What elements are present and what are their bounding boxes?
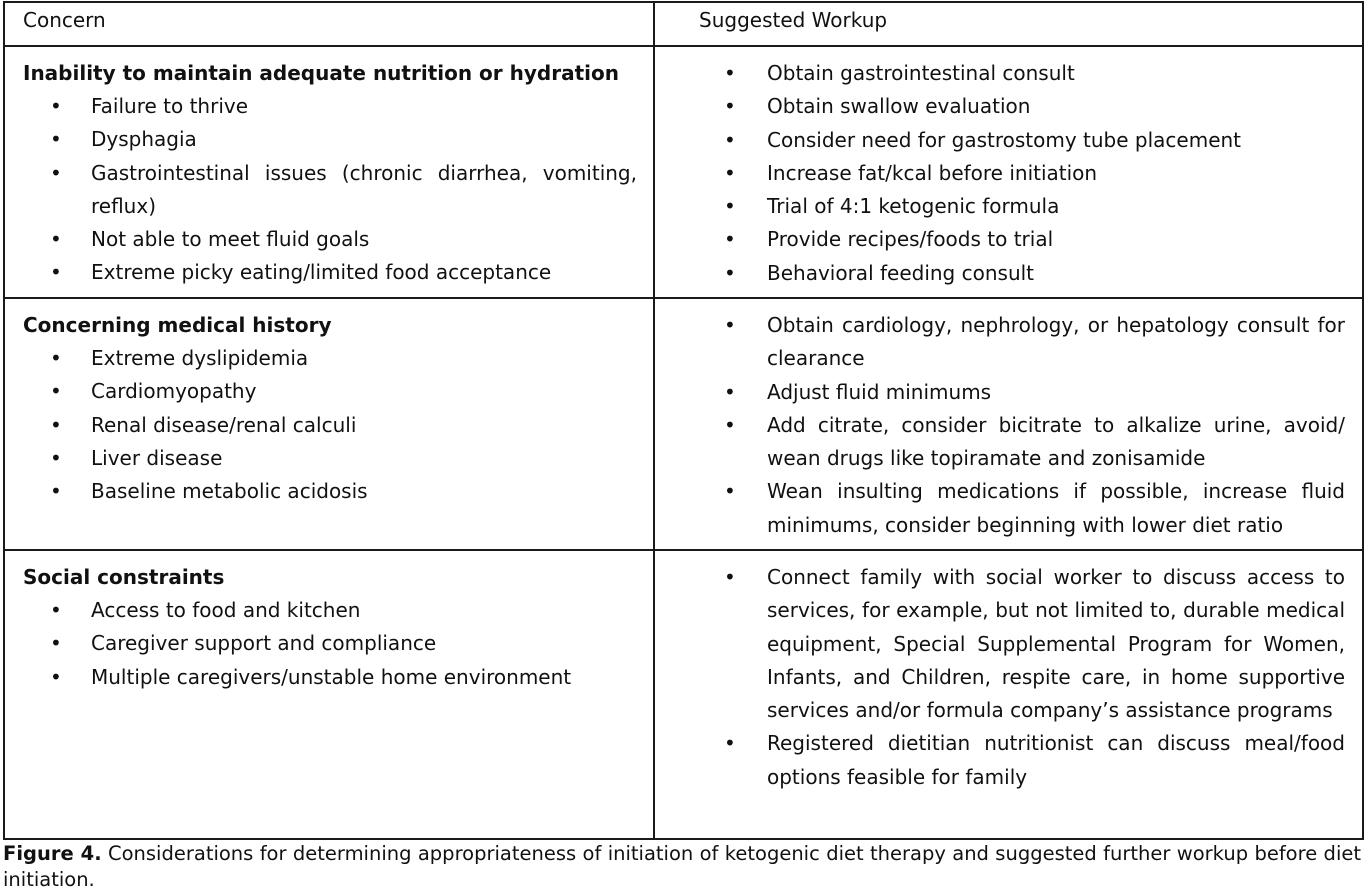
workup-cell xyxy=(654,550,1363,839)
bullet-icon: • xyxy=(724,127,736,152)
list-item-text: Provide recipes/foods to trial xyxy=(767,227,1054,252)
bullet-icon: • xyxy=(50,346,62,370)
list-item-text: Obtain gastrointestinal consult xyxy=(767,61,1075,85)
list-item xyxy=(23,342,637,375)
concern-cell xyxy=(4,550,654,839)
list-item-text: Caregiver support and compliance xyxy=(91,631,437,656)
bullet-icon: • xyxy=(724,94,736,119)
list-item xyxy=(23,123,637,156)
figure-caption xyxy=(3,841,1361,893)
concern-list xyxy=(23,594,637,694)
bullet-icon: • xyxy=(724,194,736,219)
bullet-icon: • xyxy=(724,313,736,337)
list-item-text: Not able to meet fluid goals xyxy=(91,227,370,252)
list-item xyxy=(23,475,637,508)
bullet-icon: • xyxy=(50,227,62,252)
workup-list xyxy=(655,309,1345,542)
list-item xyxy=(655,57,1345,90)
bullet-icon: • xyxy=(50,631,62,656)
bullet-icon: • xyxy=(50,412,62,437)
list-item-text: Connect family with social worker to discuss access to services, for example, but not limited to, durable medical equipment, Special Supplemental Program for Women, Infants, and Children, respite care, in home supportive services and/or formula company’s assistance programs xyxy=(767,565,1345,723)
table-header-row xyxy=(4,2,1363,46)
concern-title: Concerning medical history xyxy=(23,313,332,337)
column-header-concern: Concern xyxy=(23,8,106,32)
list-item-text: Cardiomyopathy xyxy=(91,379,257,404)
concern-title: Social constraints xyxy=(23,565,225,589)
bullet-icon: • xyxy=(50,160,62,185)
list-item xyxy=(655,124,1345,157)
concern-cell xyxy=(4,298,654,550)
table-row xyxy=(4,46,1363,298)
list-item xyxy=(655,223,1345,256)
list-item-text: Add citrate, consider bicitrate to alkalize urine, avoid/ wean drugs like topiramate and zonisamide xyxy=(767,412,1345,471)
list-item xyxy=(655,157,1345,190)
list-item xyxy=(655,561,1345,727)
list-item-text: Consider need for gastrostomy tube placement xyxy=(767,127,1242,152)
concern-list xyxy=(23,90,637,290)
list-item-text: Obtain swallow evaluation xyxy=(767,94,1031,119)
bullet-icon: • xyxy=(50,664,62,689)
concern-cell xyxy=(4,46,654,298)
bullet-icon: • xyxy=(724,479,736,504)
bullet-icon: • xyxy=(50,127,62,152)
list-item xyxy=(23,256,637,289)
list-item xyxy=(23,157,637,224)
bullet-icon: • xyxy=(724,412,736,437)
list-item xyxy=(655,90,1345,123)
list-item xyxy=(655,257,1345,290)
list-item-text: Adjust fluid minimums xyxy=(767,379,992,404)
list-item-text: Access to food and kitchen xyxy=(91,598,361,622)
list-item-text: Increase fat/kcal before initiation xyxy=(767,160,1098,185)
list-item xyxy=(23,627,637,660)
bullet-icon: • xyxy=(50,260,62,285)
caption-text: Considerations for determining appropriateness of initiation of ketogenic diet therapy and suggested further workup before diet initiation. xyxy=(3,842,1361,891)
bullet-icon: • xyxy=(724,260,736,285)
considerations-table xyxy=(3,1,1364,840)
list-item xyxy=(23,223,637,256)
list-item xyxy=(23,90,637,123)
list-item xyxy=(23,661,637,694)
list-item xyxy=(655,376,1345,409)
table-row xyxy=(4,298,1363,550)
bullet-icon: • xyxy=(724,61,736,85)
list-item xyxy=(23,375,637,408)
concern-list xyxy=(23,342,637,508)
bullet-icon: • xyxy=(724,160,736,185)
figure-label: Figure 4. xyxy=(3,842,102,865)
list-item-text: Wean insulting medications if possible, increase fluid minimums, consider beginning with lower diet ratio xyxy=(767,479,1345,537)
list-item-text: Dysphagia xyxy=(91,127,197,152)
list-item-text: Behavioral feeding consult xyxy=(767,260,1035,285)
list-item-text: Failure to thrive xyxy=(91,94,249,118)
header-cell-concern xyxy=(4,2,654,46)
list-item xyxy=(655,409,1345,476)
workup-list xyxy=(655,57,1345,290)
list-item xyxy=(23,594,637,627)
list-item-text: Gastrointestinal issues (chronic diarrhea, vomiting, reflux) xyxy=(91,160,637,218)
list-item-text: Extreme dyslipidemia xyxy=(91,346,309,370)
list-item-text: Extreme picky eating/limited food acceptance xyxy=(91,260,552,285)
list-item xyxy=(655,190,1345,223)
bullet-icon: • xyxy=(724,227,736,252)
bullet-icon: • xyxy=(724,731,736,756)
header-cell-workup xyxy=(654,2,1363,46)
bullet-icon: • xyxy=(50,445,62,470)
list-item xyxy=(655,475,1345,542)
bullet-icon: • xyxy=(50,598,62,622)
list-item-text: Obtain cardiology, nephrology, or hepatology consult for clearance xyxy=(767,313,1345,371)
list-item xyxy=(655,727,1345,794)
list-item-text: Trial of 4:1 ketogenic formula xyxy=(767,194,1060,219)
workup-cell xyxy=(654,298,1363,550)
list-item xyxy=(655,309,1345,376)
bullet-icon: • xyxy=(50,379,62,404)
workup-list xyxy=(655,561,1345,794)
list-item xyxy=(23,409,637,442)
list-item-text: Baseline metabolic acidosis xyxy=(91,479,368,504)
list-item xyxy=(23,442,637,475)
table-row xyxy=(4,550,1363,839)
bullet-icon: • xyxy=(50,94,62,118)
concern-title: Inability to maintain adequate nutrition or hydration xyxy=(23,61,619,85)
column-header-workup: Suggested Workup xyxy=(699,8,888,32)
workup-cell xyxy=(654,46,1363,298)
list-item-text: Multiple caregivers/unstable home environment xyxy=(91,664,572,689)
bullet-icon: • xyxy=(724,379,736,404)
list-item-text: Renal disease/renal calculi xyxy=(91,412,357,437)
bullet-icon: • xyxy=(724,565,736,589)
list-item-text: Liver disease xyxy=(91,445,223,470)
bullet-icon: • xyxy=(50,479,62,504)
list-item-text: Registered dietitian nutritionist can discuss meal/food options feasible for family xyxy=(767,731,1345,789)
